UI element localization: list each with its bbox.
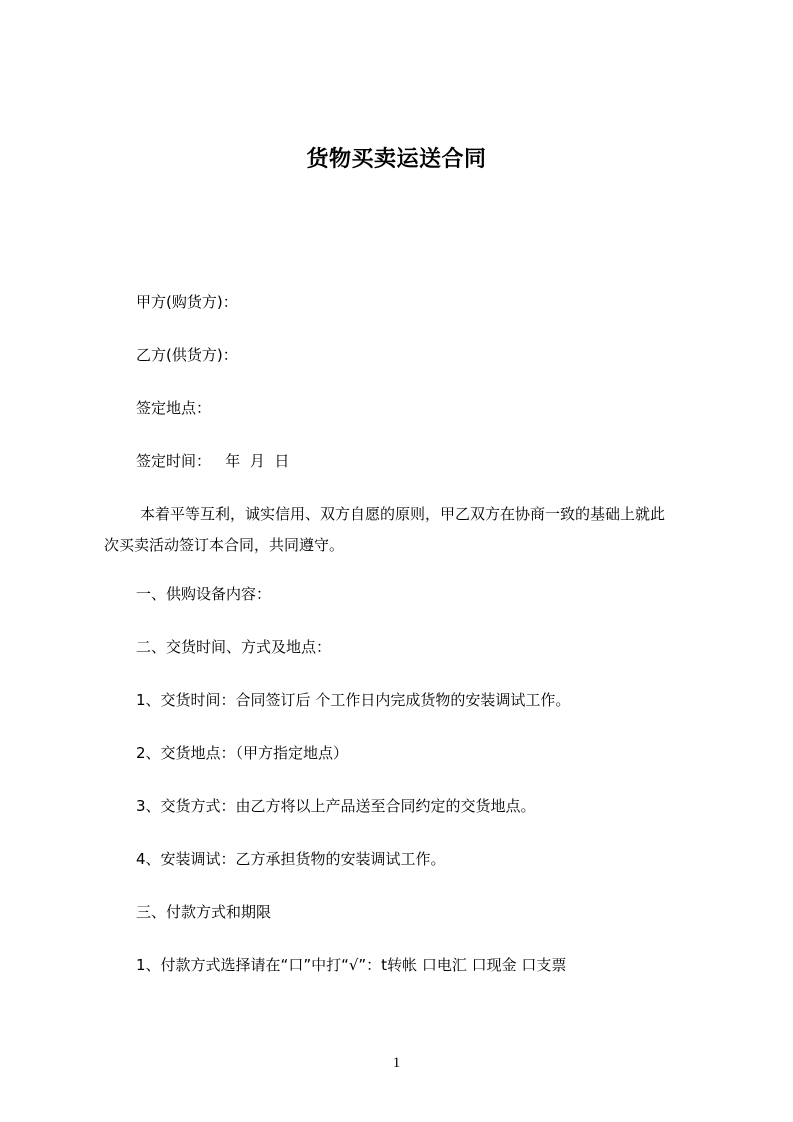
section-heading-2: 二、交货时间、方式及地点： [136,638,332,656]
preamble-paragraph [104,499,716,561]
delivery-method-clause: 3、交货方式：由乙方将以上产品送至合同约定的交货地点。 [136,797,536,815]
section-heading-3: 三、付款方式和期限 [136,903,272,921]
buyer-field: 甲方(购货方)： [136,293,238,311]
sign-place-field: 签定地点： [136,399,212,417]
payment-method-clause: 1、付款方式选择请在“口”中打“√”：t转帐 口电汇 口现金 口支票 [136,956,567,974]
delivery-place-clause: 2、交货地点：（甲方指定地点） [136,744,349,762]
sign-time-field: 签定时间： 年 月 日 [136,452,290,470]
supplier-field: 乙方(供货方)： [136,346,238,364]
section-heading-1: 一、供购设备内容： [136,585,272,603]
document-title: 货物买卖运送合同 [306,147,487,172]
preamble-line-1: 本着平等互利，诚实信用、双方自愿的原则，甲乙双方在协商一致的基础上就此 [140,505,666,523]
preamble-line-2: 次买卖活动签订本合同，共同遵守。 [104,536,345,554]
delivery-time-clause: 1、交货时间：合同签订后 个工作日内完成货物的安装调试工作。 [136,691,571,709]
installation-clause: 4、安装调试：乙方承担货物的安装调试工作。 [136,850,446,868]
page-number: 1 [392,1055,401,1071]
